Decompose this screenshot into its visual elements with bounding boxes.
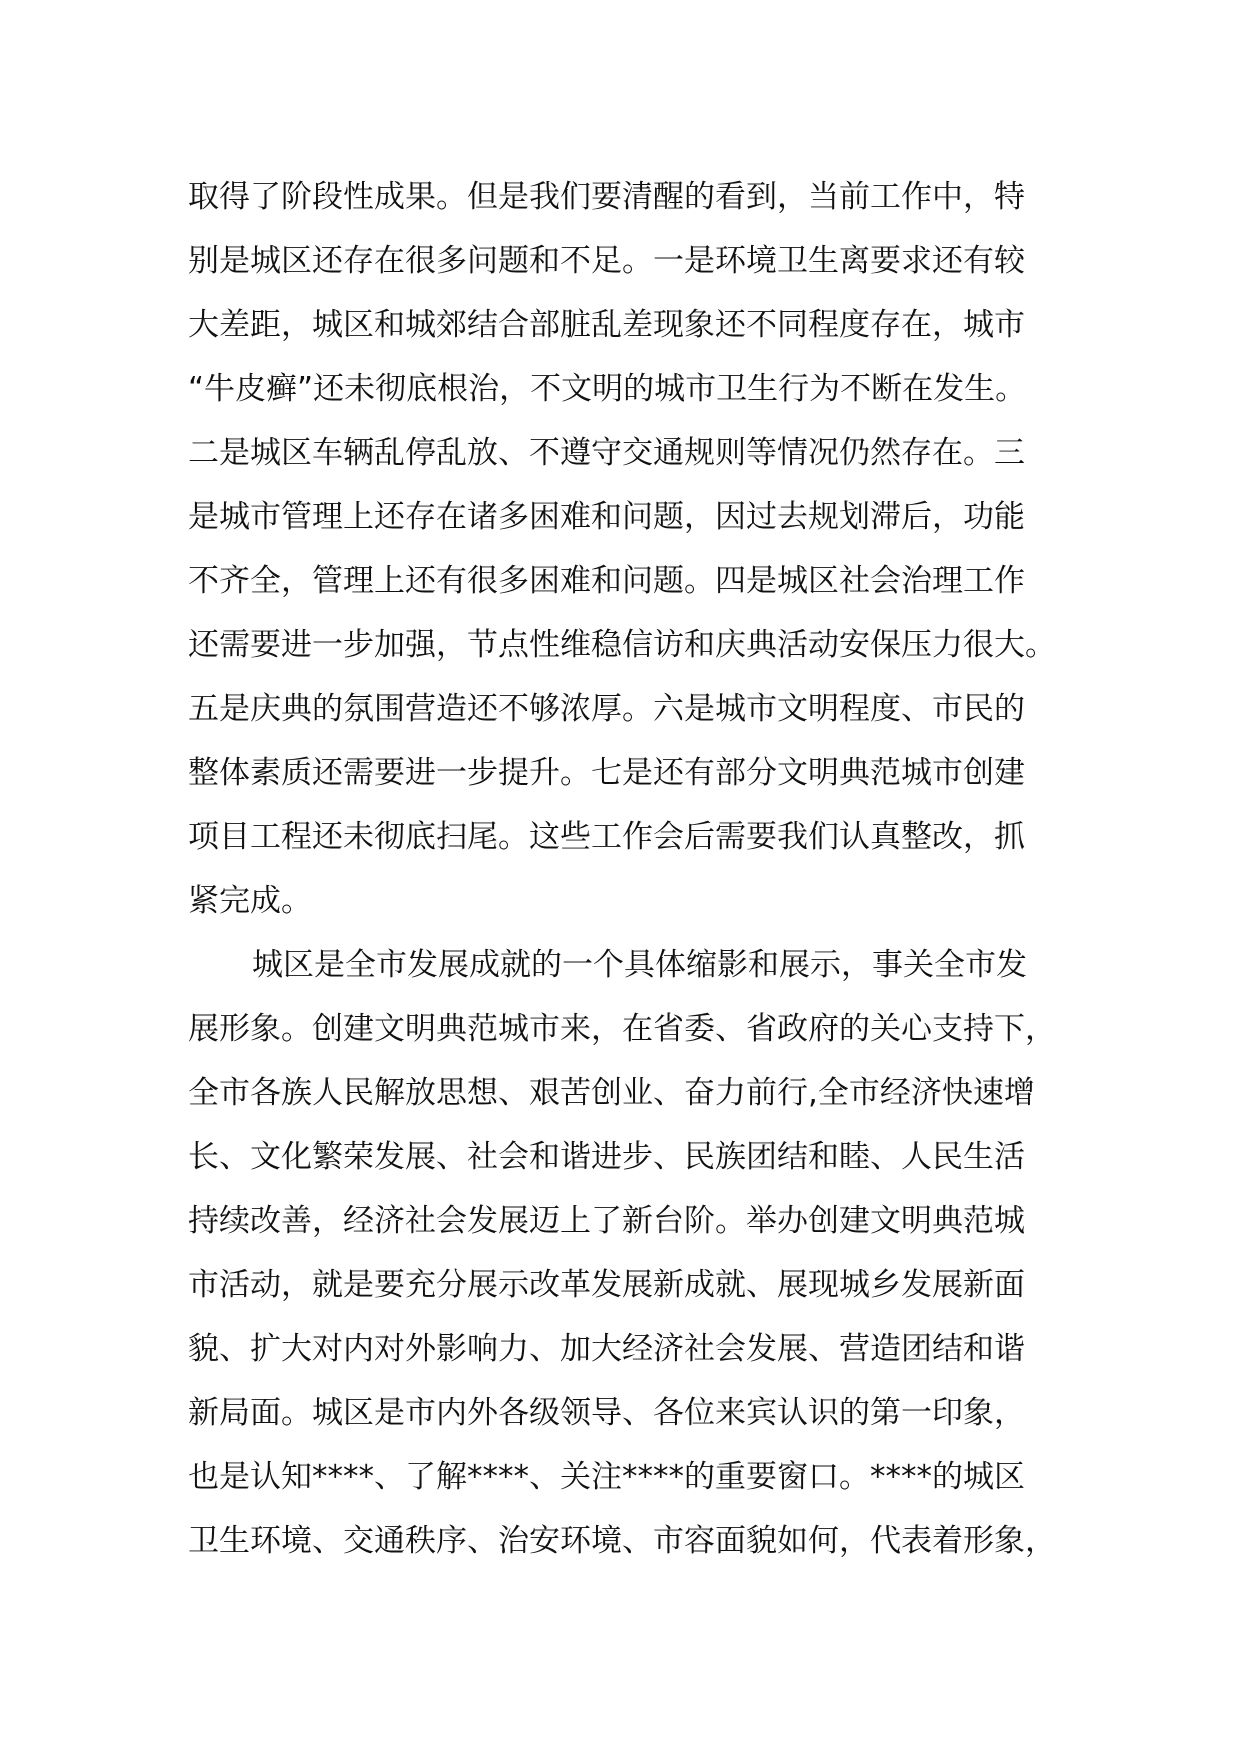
text-line: 展形象。创建文明典范城市来，在省委、省政府的关心支持下， <box>188 1011 1056 1047</box>
text-line: 是城市管理上还存在诸多困难和问题，因过去规划滞后，功能 <box>188 499 1025 535</box>
text-line: 紧完成。 <box>188 883 312 919</box>
text-line: 持续改善，经济社会发展迈上了新台阶。举办创建文明典范城 <box>188 1203 1025 1239</box>
text-line: 大差距，城区和城郊结合部脏乱差现象还不同程度存在，城市 <box>188 307 1025 343</box>
text-line: 别是城区还存在很多问题和不足。一是环境卫生离要求还有较 <box>188 243 1025 279</box>
text-line: 卫生环境、交通秩序、治安环境、市容面貌如何，代表着形象， <box>188 1523 1056 1559</box>
text-line: 不齐全，管理上还有很多困难和问题。四是城区社会治理工作 <box>188 563 1025 599</box>
text-line: 长、文化繁荣发展、社会和谐进步、民族团结和睦、人民生活 <box>188 1139 1025 1175</box>
text-line: 还需要进一步加强，节点性维稳信访和庆典活动安保压力很大。 <box>188 627 1056 663</box>
text-line: 市活动，就是要充分展示改革发展新成就、展现城乡发展新面 <box>188 1267 1025 1303</box>
text-line: 城区是全市发展成就的一个具体缩影和展示，事关全市发 <box>252 947 1027 983</box>
text-line: 项目工程还未彻底扫尾。这些工作会后需要我们认真整改，抓 <box>188 819 1025 855</box>
text-line: 整体素质还需要进一步提升。七是还有部分文明典范城市创建 <box>188 755 1025 791</box>
text-line: “牛皮癣”还未彻底根治，不文明的城市卫生行为不断在发生。 <box>188 371 1027 407</box>
text-line: 全市各族人民解放思想、艰苦创业、奋力前行,全市经济快速增 <box>188 1075 1035 1111</box>
body-text <box>188 165 1068 1573</box>
text-line: 也是认知****、了解****、关注****的重要窗口。****的城区 <box>188 1459 1025 1495</box>
paragraph-2 <box>188 933 1068 1573</box>
text-line: 新局面。城区是市内外各级领导、各位来宾认识的第一印象， <box>188 1395 1025 1431</box>
text-line: 五是庆典的氛围营造还不够浓厚。六是城市文明程度、市民的 <box>188 691 1025 727</box>
text-line: 取得了阶段性成果。但是我们要清醒的看到，当前工作中，特 <box>188 179 1025 215</box>
paragraph-1 <box>188 165 1068 933</box>
text-line: 二是城区车辆乱停乱放、不遵守交通规则等情况仍然存在。三 <box>188 435 1025 471</box>
text-line: 貌、扩大对内对外影响力、加大经济社会发展、营造团结和谐 <box>188 1331 1025 1367</box>
